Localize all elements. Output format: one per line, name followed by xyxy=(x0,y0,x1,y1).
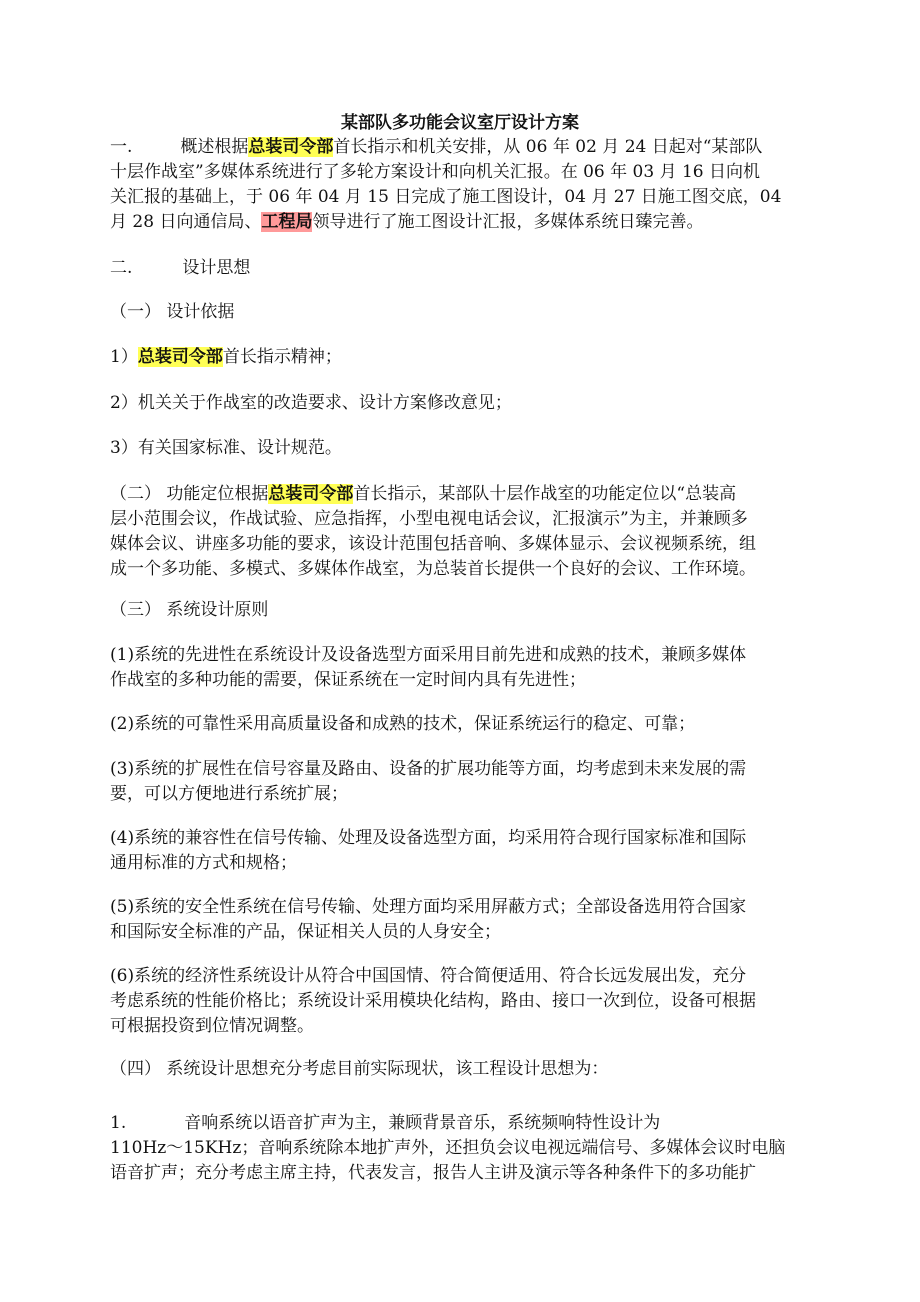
principle-3: (3)系统的扩展性在信号容量及路由、设备的扩展功能等方面，均考虑到未来发展的需 要，可以方便地进行系统扩展； xyxy=(110,759,747,804)
item-number: 1. xyxy=(110,1113,127,1133)
highlight-term: 总装司令部 xyxy=(268,484,354,504)
basis-item-1: 1）总装司令部首长指示精神； xyxy=(110,347,342,367)
principle-4: (4)系统的兼容性在信号传输、处理及设备选型方面，均采用符合现行国家标准和国际 通用标准的方式和规格； xyxy=(110,828,747,873)
highlight-term: 总装司令部 xyxy=(248,137,334,157)
function-paragraph: （二） 功能定位根据总装司令部首长指示，某部队十层作战室的功能定位以“总装高 层小范围会议，作战试验、应急指挥，小型电视电话会议，汇报演示”为主，并兼顾多 媒体会议、讲座多功能的要求，该设计范围包括音响、多媒体显示、会议视频系统，组 成一个多功能、多模式、多媒体作战室，为总装首长提供一个良好的会议、工作环境。 xyxy=(110,484,756,579)
highlight-term: 总装司令部 xyxy=(137,347,223,367)
section-overview xyxy=(110,135,815,235)
highlight-term: 工程局 xyxy=(261,212,313,232)
overview-line-2: 十层作战室”多媒体系统进行了多轮方案设计和向机关汇报。在 06 年 03 月 16 日向机 xyxy=(110,162,761,182)
overview-line-4: 月 28 日向通信局、工程局领导进行了施工图设计汇报，多媒体系统日臻完善。 xyxy=(110,212,704,232)
principle-2: (2)系统的可靠性采用高质量设备和成熟的技术，保证系统运行的稳定、可靠； xyxy=(110,714,696,734)
section-design-heading: 二. 设计思想 xyxy=(110,258,251,278)
section-number: 二. xyxy=(110,258,133,278)
overview-line-1: 一. 概述根据总装司令部首长指示和机关安排，从 06 年 02 月 24 日起对“某部队 xyxy=(110,137,763,157)
section-number: 一. xyxy=(110,137,133,157)
thinking-item-1: 1. 音响系统以语音扩声为主，兼顾背景音乐，系统频响特性设计为 110Hz～15KHz；音响系统除本地扩声外，还担负会议电视远端信号、多媒体会议时电脑 语音扩声；充分考虑主席主持，代表发言，报告人主讲及演示等各种条件下的多功能扩 xyxy=(110,1113,786,1183)
basis-item-2: 2）机关关于作战室的改造要求、设计方案修改意见； xyxy=(110,393,512,413)
thinking-heading: （四） 系统设计思想充分考虑目前实际现状，该工程设计思想为： xyxy=(110,1059,609,1079)
basis-heading: （一） 设计依据 xyxy=(110,302,235,322)
principle-6: (6)系统的经济性系统设计从符合中国国情、符合简便适用、符合长远发展出发，充分 考虑系统的性能价格比；系统设计采用模块化结构，路由、接口一次到位，设备可根据 可根据投资到位情况调整。 xyxy=(110,966,756,1036)
principle-5: (5)系统的安全性系统在信号传输、处理方面均采用屏蔽方式；全部设备选用符合国家 和国际安全标准的产品，保证相关人员的人身安全； xyxy=(110,897,747,942)
document-title: 某部队多功能会议室厅设计方案 xyxy=(341,113,579,133)
overview-line-3: 关汇报的基础上，于 06 年 04 月 15 日完成了施工图设计，04 月 27 日施工图交底，04 xyxy=(110,187,782,207)
principle-1: (1)系统的先进性在系统设计及设备选型方面采用目前先进和成熟的技术，兼顾多媒体 作战室的多种功能的需要，保证系统在一定时间内具有先进性； xyxy=(110,645,747,690)
principles-heading: （三） 系统设计原则 xyxy=(110,600,269,620)
basis-item-3: 3）有关国家标准、设计规范。 xyxy=(110,438,342,458)
